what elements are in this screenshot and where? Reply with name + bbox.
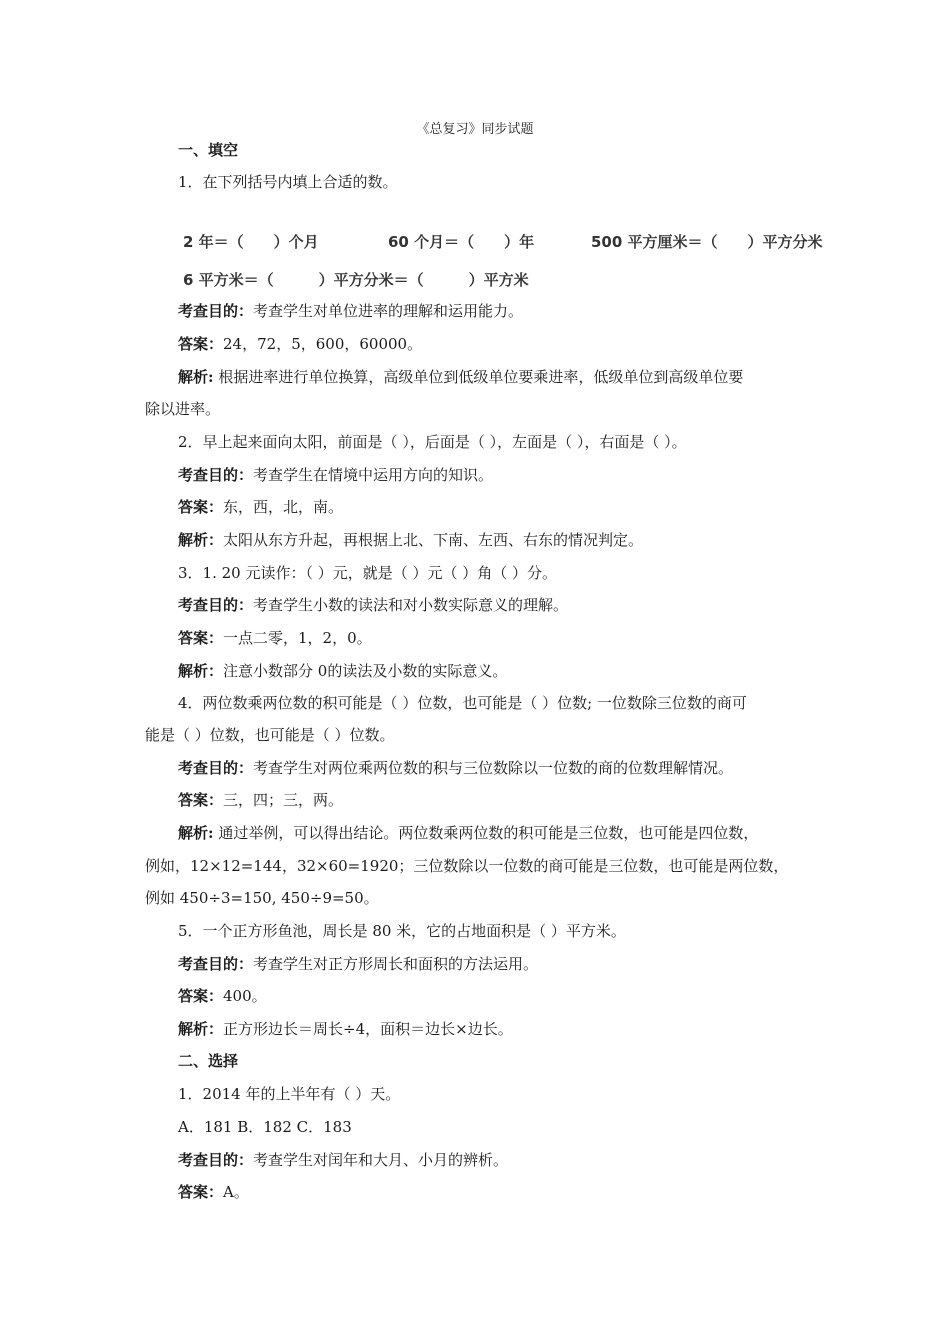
question-3-purpose — [178, 595, 568, 615]
purpose-text: 考查学生在情境中运用方向的知识。 — [253, 466, 494, 484]
answer-text: 24，72，5，600，60000。 — [223, 335, 423, 353]
analysis-label: 解析： — [178, 662, 224, 680]
purpose-text: 考查学生对两位乘两位数的积与三位数除以一位数的商的位数理解情况。 — [253, 759, 734, 777]
analysis-text: 通过举例，可以得出结论。两位数乘两位数的积可能是三位数，也可能是四位数， — [213, 824, 759, 842]
question-2-purpose — [178, 465, 493, 485]
purpose-text: 考查学生对正方形周长和面积的方法运用。 — [253, 955, 539, 973]
purpose-label: 考查目的： — [178, 466, 254, 484]
question-3-answer — [178, 628, 372, 648]
question-5-answer — [178, 986, 267, 1006]
question-3-analysis — [178, 661, 507, 681]
choice-1-answer — [178, 1182, 249, 1202]
question-4-answer — [178, 790, 343, 810]
question-2-analysis — [178, 530, 643, 550]
answer-text: A。 — [223, 1183, 249, 1201]
question-4-purpose — [178, 758, 733, 778]
question-1-image-row-1 — [183, 232, 863, 252]
question-3-stem: 3．1. 20 元读作：（ ）元，就是（ ）元（ ）角（ ）分。 — [178, 564, 558, 582]
answer-label: 答案： — [178, 335, 224, 353]
analysis-text: 正方形边长＝周长÷4，面积＝边长×边长。 — [223, 1020, 513, 1038]
answer-text: 一点二零，1，2，0。 — [223, 629, 372, 647]
question-1-image-row-2 — [183, 270, 683, 290]
answer-label: 答案： — [178, 987, 224, 1005]
answer-label: 答案： — [178, 791, 224, 809]
question-1-analysis-cont: 除以进率。 — [145, 400, 221, 418]
conversion-item: 6 平方米＝（ ）平方分米＝（ ）平方米 — [183, 271, 529, 289]
page-title: 《总复习》同步试题 — [416, 122, 534, 137]
question-1-stem: 1．在下列括号内填上合适的数。 — [178, 173, 398, 191]
analysis-label: 解析： — [178, 1020, 224, 1038]
analysis-text: 根据进率进行单位换算，高级单位到低级单位要乘进率，低级单位到高级单位要 — [213, 368, 744, 386]
choice-1-purpose — [178, 1150, 508, 1170]
purpose-label: 考查目的： — [178, 1151, 254, 1169]
question-4-analysis — [178, 823, 758, 843]
question-5-purpose — [178, 954, 538, 974]
conversion-item: 500 平方厘米＝（ ）平方分米 — [591, 233, 823, 251]
purpose-label: 考查目的： — [178, 596, 254, 614]
section-heading-fill-in: 一、填空 — [178, 141, 239, 159]
analysis-label: 解析： — [178, 531, 224, 549]
answer-text: 东，西，北，南。 — [223, 498, 344, 516]
question-1-purpose — [178, 301, 523, 321]
answer-label: 答案： — [178, 1183, 224, 1201]
question-1-answer — [178, 334, 422, 354]
choice-1-stem: 1．2014 年的上半年有（ ）天。 — [178, 1085, 401, 1103]
purpose-label: 考查目的： — [178, 302, 254, 320]
question-2-answer — [178, 497, 343, 517]
analysis-text: 太阳从东方升起，再根据上北、下南、左西、右东的情况判定。 — [223, 531, 644, 549]
conversion-item: 2 年＝（ ）个月 — [183, 233, 319, 251]
question-5-stem: 5．一个正方形鱼池，周长是 80 米，它的占地面积是（ ）平方米。 — [178, 922, 626, 940]
question-1-analysis — [178, 367, 743, 387]
question-4-analysis-cont: 例如 450÷3=150, 450÷9=50。 — [145, 889, 379, 907]
answer-label: 答案： — [178, 498, 224, 516]
purpose-text: 考查学生小数的读法和对小数实际意义的理解。 — [253, 596, 569, 614]
conversion-item: 60 个月＝（ ）年 — [388, 233, 535, 251]
purpose-label: 考查目的： — [178, 955, 254, 973]
purpose-text: 考查学生对闰年和大月、小月的辨析。 — [253, 1151, 509, 1169]
answer-text: 三，四；三，两。 — [223, 791, 344, 809]
analysis-label: 解析: — [178, 368, 214, 386]
question-4-stem-cont: 能是（ ）位数，也可能是（ ）位数。 — [145, 726, 395, 744]
question-5-analysis — [178, 1019, 513, 1039]
section-heading-choice: 二、选择 — [178, 1052, 239, 1070]
question-4-analysis-cont: 例如，12×12=144，32×60=1920；三位数除以一位数的商可能是三位数，也可能是两位数， — [145, 857, 789, 875]
answer-text: 400。 — [223, 987, 267, 1005]
question-2-stem: 2．早上起来面向太阳，前面是（ ），后面是（ ），左面是（ ），右面是（ ）。 — [178, 433, 687, 451]
analysis-text: 注意小数部分 0的读法及小数的实际意义。 — [223, 662, 508, 680]
question-4-stem: 4．两位数乘两位数的积可能是（ ）位数，也可能是（ ）位数; 一位数除三位数的商可 — [178, 694, 747, 712]
analysis-label: 解析: — [178, 824, 214, 842]
answer-label: 答案： — [178, 629, 224, 647]
purpose-text: 考查学生对单位进率的理解和运用能力。 — [253, 302, 524, 320]
purpose-label: 考查目的： — [178, 759, 254, 777]
choice-1-options: A．181 B．182 C．183 — [178, 1118, 352, 1136]
